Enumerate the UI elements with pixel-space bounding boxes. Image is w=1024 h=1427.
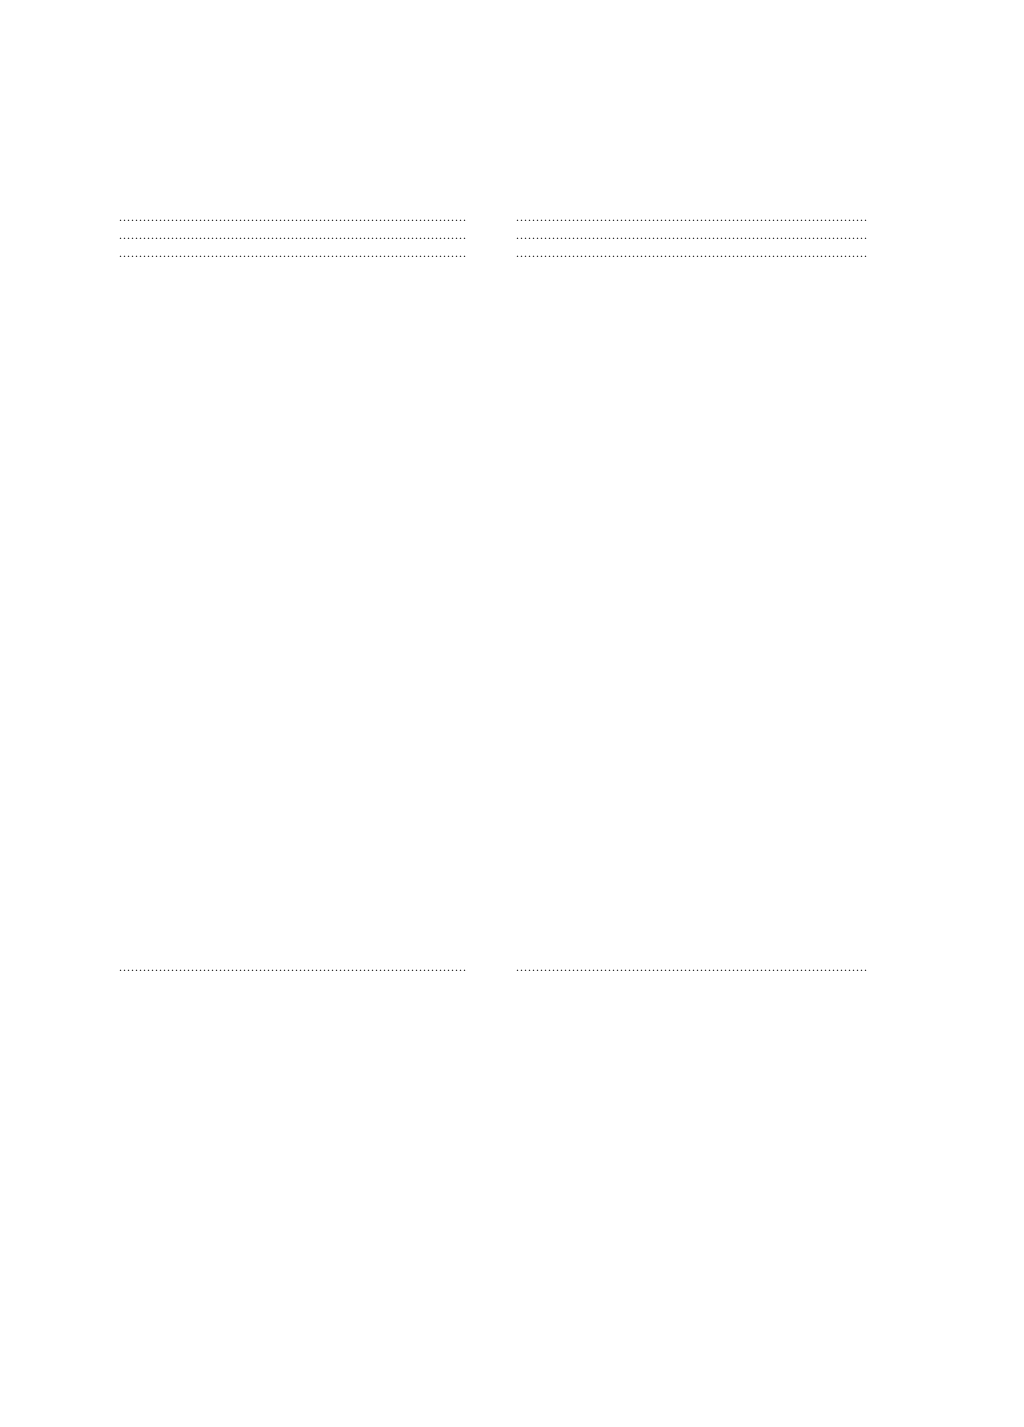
toc-entry[interactable] [516, 248, 891, 266]
swedish-contents-column [119, 150, 491, 335]
page-title-swedish [119, 150, 491, 176]
front-matter-list-english [516, 212, 891, 267]
section-heading-english [516, 300, 891, 320]
dot-leader [516, 958, 867, 976]
dot-leader [119, 244, 467, 262]
page-title-english [516, 150, 891, 176]
errata-entry-english[interactable] [516, 962, 891, 980]
dot-leader [516, 226, 867, 244]
dot-leader [119, 208, 467, 226]
front-matter-list-swedish [119, 212, 491, 267]
toc-entry[interactable] [119, 248, 491, 266]
english-contents-column [516, 150, 891, 335]
dot-leader [119, 226, 467, 244]
dot-leader [516, 208, 867, 226]
dot-leader [516, 244, 867, 262]
section-heading-swedish [119, 300, 491, 320]
dot-leader [119, 958, 467, 976]
errata-entry-swedish[interactable] [119, 962, 491, 980]
